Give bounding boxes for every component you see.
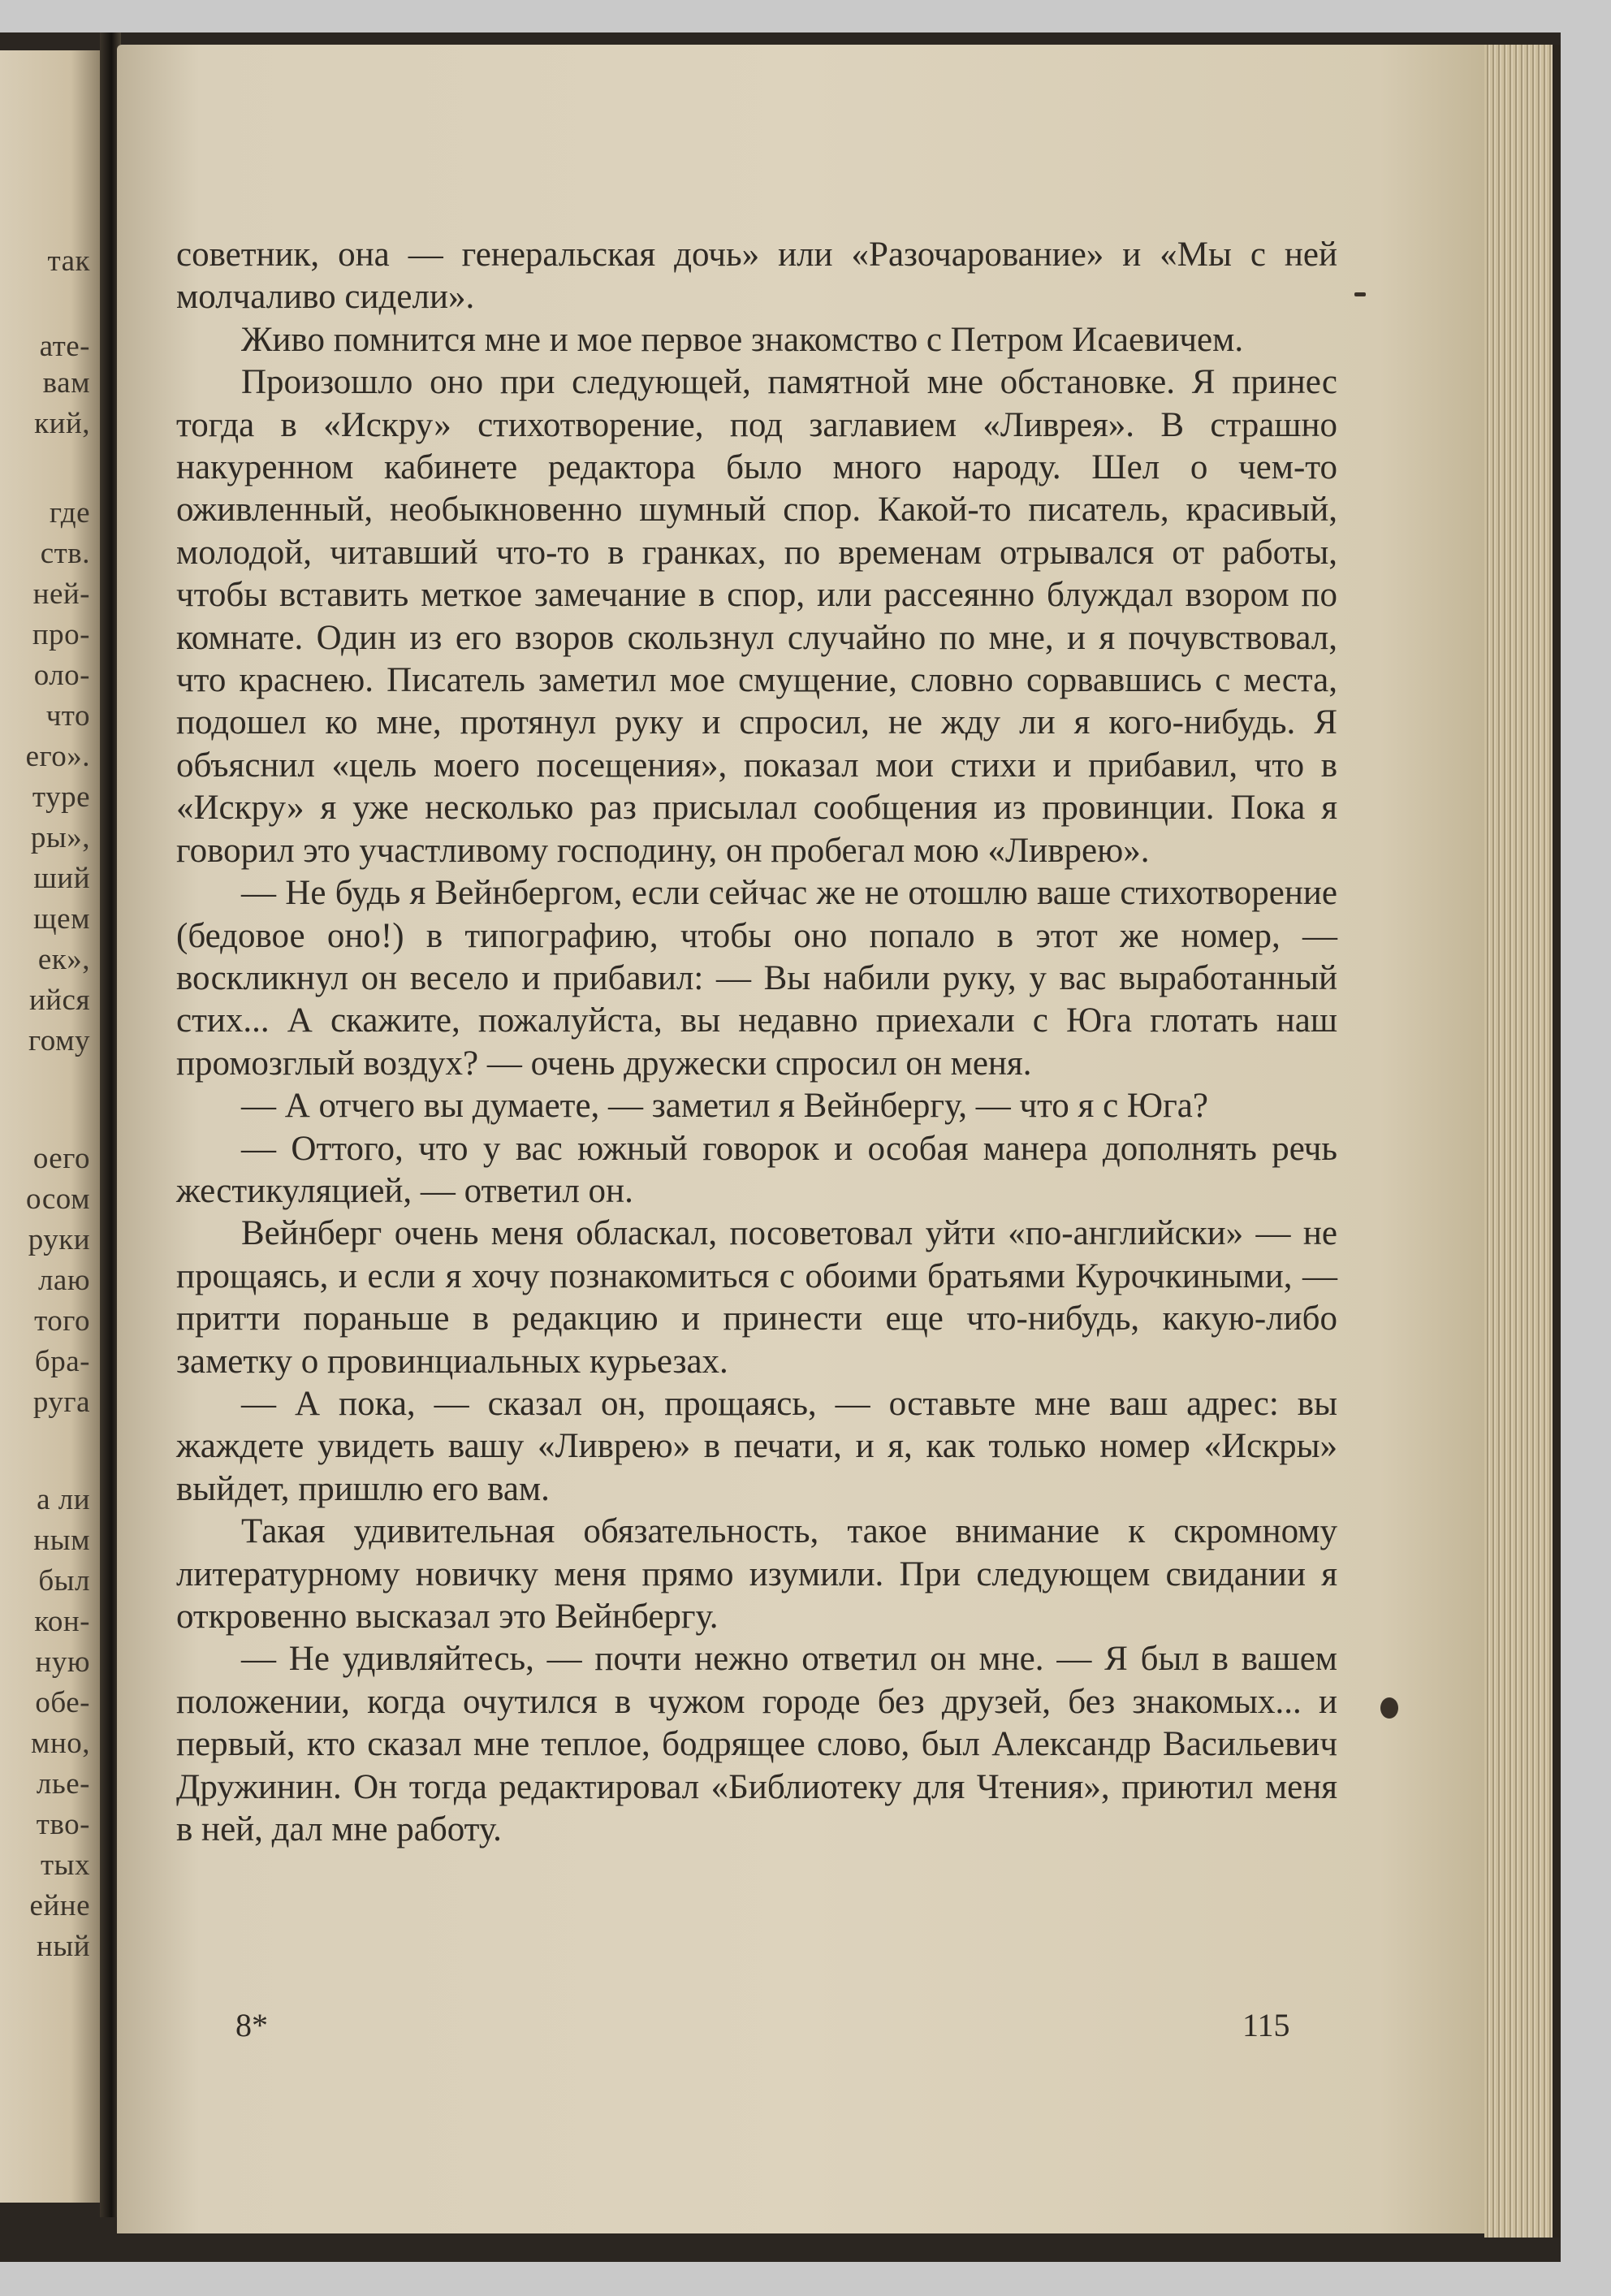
left-page-fragment: что [45, 699, 90, 733]
left-page-fragment: ный [37, 1930, 90, 1963]
left-page-fragment: кон- [34, 1605, 90, 1638]
previous-page-edge [0, 50, 101, 2203]
left-page-fragment: оло- [33, 659, 90, 692]
left-page-fragment: ек», [37, 943, 90, 976]
left-page-fragment: тво- [36, 1808, 90, 1841]
paragraph: Живо помнится мне и мое первое знакомство с Петром Исаевичем. [241, 320, 1244, 359]
page-number: 115 [1242, 2007, 1290, 2043]
left-page-fragment: обе- [35, 1686, 90, 1719]
page-edges [1484, 45, 1561, 2238]
left-page-fragment: туре [32, 780, 90, 814]
left-page-fragment: ший [33, 862, 90, 895]
paragraph: — Оттого, что у вас южный говорок и особая манера дополнять речь жестикуляцией, — ответил он. [176, 1129, 1337, 1210]
left-page-fragment: ств. [40, 537, 90, 570]
left-page-fragment: где [49, 496, 90, 530]
left-page-fragment: ней- [32, 577, 90, 611]
ink-blot [1380, 1697, 1398, 1719]
left-page-fragment: руки [28, 1223, 90, 1256]
left-page-fragment: ийся [28, 984, 90, 1017]
left-page-fragment: руга [32, 1386, 90, 1419]
left-page-fragment: вам [42, 366, 90, 400]
left-page-fragment: того [34, 1304, 90, 1338]
left-page-fragment: ную [35, 1645, 90, 1679]
left-page-fragment: а ли [37, 1483, 90, 1516]
left-page-fragment: мно, [31, 1727, 90, 1760]
left-page-fragment: лаю [37, 1264, 90, 1297]
left-page-fragment: щем [33, 902, 90, 936]
left-page-fragment: ры», [30, 821, 90, 854]
paragraph: — Не будь я Вейнбергом, если сейчас же не отошлю ваше стихотворение (бедовое оно!) в типографию, чтобы оно попало в этот же номер, — воскликнул он весело и прибавил: — Вы набили руку, у вас выработанный стих... А скажите, пожалуйста, вы недавно приехали с Юга глотать наш промозглый воздух? — очень дружески спросил он меня. [176, 874, 1337, 1083]
paragraph: Вейнберг очень меня обласкал, посоветовал уйти «по-английски» — не прощаясь, и если я хочу познакомиться с обоими братьями Курочкиными, — притти пораньше в редакцию и принести еще что-нибудь, какую-либо заметку о провинциальных курьезах. [176, 1214, 1337, 1381]
left-page-fragment: осом [25, 1183, 90, 1216]
paragraph: — А отчего вы думаете, — заметил я Вейнбергу, — что я с Юга? [241, 1087, 1208, 1126]
page-text [176, 234, 1337, 1851]
left-page-fragment: гому [28, 1024, 90, 1057]
left-page-fragment: его». [25, 740, 90, 773]
left-page-fragment: так [47, 244, 90, 278]
paragraph: советник, она — генеральская дочь» или «Разочарование» и «Мы с ней молчаливо сидели». [176, 236, 1337, 317]
paragraph: — Не удивляйтесь, — почти нежно ответил он мне. — Я был в вашем положении, когда очутился в чужом городе без друзей, без знакомых... и первый, кто сказал мне теплое, бодрящее слово, был Александр Васильевич Дружинин. Он тогда редактировал «Библиотеку для Чтения», приютил меня в ней, дал мне работу. [176, 1640, 1337, 1849]
left-page-fragment: был [38, 1564, 90, 1598]
left-page-fragment: бра- [34, 1345, 90, 1378]
left-page-fragment: ным [33, 1524, 90, 1557]
left-page-fragment: кий, [34, 407, 90, 440]
margin-dash [1354, 292, 1366, 296]
signature-mark: 8* [235, 2007, 268, 2043]
left-page-fragment: лье- [36, 1767, 90, 1801]
paragraph: Произошло оно при следующей, памятной мне обстановке. Я принес тогда в «Искру» стихотворение, под заглавием «Ливрея». В страшно накуренном кабинете редактора было много народу. Шел о чем-то оживленный, необыкновенно шумный спор. Какой-то писатель, красивый, молодой, читавший что-то в гранках, по временам отрывался от работы, чтобы вставить меткое замечание в спор, или рассеянно блуждал взором по комнате. Один из его взоров скользнул случайно по мне, и я почувствовал, что краснею. Писатель заметил мое смущение, словно сорвавшись с места, подошел ко мне, протянул руку и спросил, не жду ли я кого-нибудь. Я объяснил «цель моего посещения», показал мои стихи и прибавил, что в «Искру» я уже несколько раз присылал сообщения из провинции. Пока я говорил это участливому господину, он пробегал мою «Ливрею». [176, 363, 1337, 870]
left-page-fragment: про- [32, 618, 90, 651]
left-page-fragment: тых [40, 1848, 90, 1882]
paragraph: — А пока, — сказал он, прощаясь, — оставьте мне ваш адрес: вы жаждете увидеть вашу «Ливрею» в печати, и я, как только номер «Искры» выйдет, пришлю его вам. [176, 1384, 1337, 1508]
left-page-fragment: оего [32, 1142, 90, 1175]
paragraph: Такая удивительная обязательность, такое внимание к скромному литературному новичку меня прямо изумили. При следующем свидании я откровенно высказал это Вейнбергу. [176, 1512, 1337, 1636]
left-page-fragment: ейне [29, 1889, 90, 1922]
left-page-fragment: ате- [39, 330, 90, 363]
